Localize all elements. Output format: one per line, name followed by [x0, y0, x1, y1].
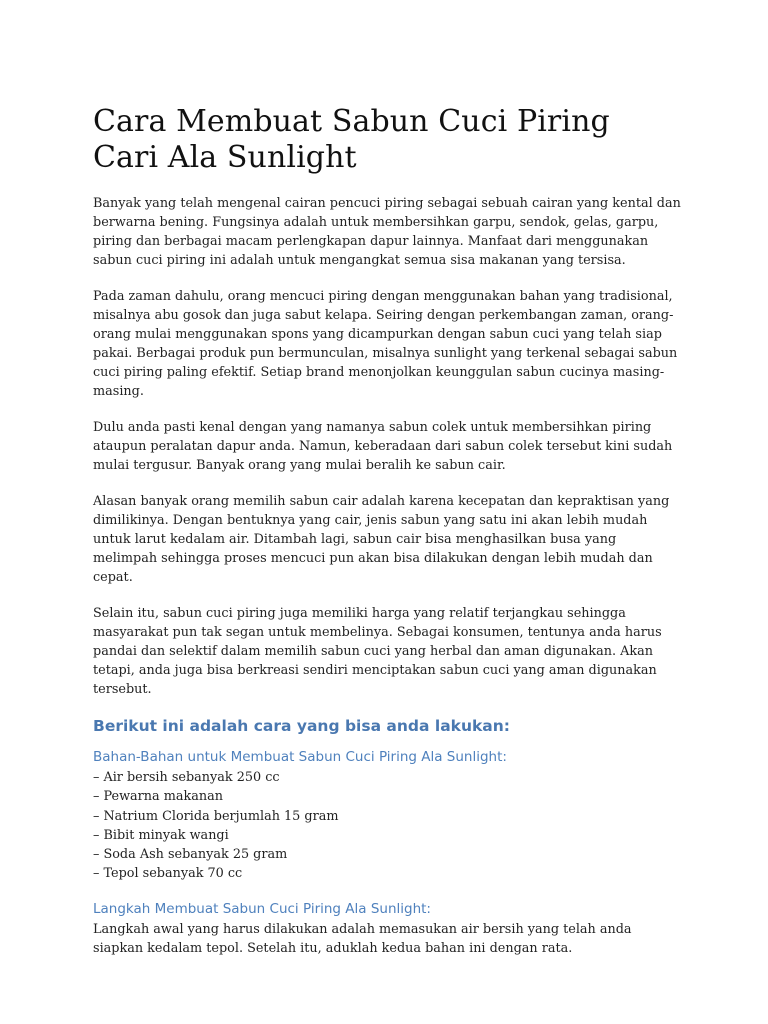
list-item: – Bibit minyak wangi: [93, 827, 229, 843]
paragraph-harga: Selain itu, sabun cuci piring juga memiliki harga yang relatif terjangkau sehingga masyarakat pun tak segan untuk membelinya. Sebagai konsumen, tentunya anda harus pandai dan selektif dalam memilih sabun cuci yang herbal dan aman digunakan. Akan tetapi, anda juga bisa berkreasi sendiri menciptakan sabun cuci yang aman digunakan tersebut.: [93, 606, 662, 697]
paragraph-intro: Banyak yang telah mengenal cairan pencuci piring sebagai sebuah cairan yang kental dan berwarna bening. Fungsinya adalah untuk membersihkan garpu, sendok, gelas, garpu, piring dan berbagai macam perlengkapan dapur lainnya. Manfaat dari menggunakan sabun cuci piring ini adalah untuk mengangkat semua sisa makanan yang tersisa.: [93, 196, 681, 268]
paragraph-sabun-cair: Alasan banyak orang memilih sabun cair adalah karena kecepatan dan kepraktisan yang dimilikinya. Dengan bentuknya yang cair, jenis sabun yang satu ini akan lebih mudah untuk larut kedalam air. Ditambah lagi, sabun cair bisa menghasilkan busa yang melimpah sehingga proses mencuci pun akan bisa dilakukan dengan lebih mudah dan cepat.: [93, 494, 670, 585]
list-item: – Natrium Clorida berjumlah 15 gram: [93, 808, 339, 824]
steps-heading: Langkah Membuat Sabun Cuci Piring Ala Sunlight:: [93, 900, 431, 917]
list-item: – Pewarna makanan: [93, 789, 223, 805]
steps-text: Langkah awal yang harus dilakukan adalah memasukan air bersih yang telah anda siapkan kedalam tepol. Setelah itu, aduklah kedua bahan ini dengan rata.: [93, 921, 632, 956]
section-heading: Berikut ini adalah cara yang bisa anda lakukan:: [93, 717, 510, 735]
list-item: – Soda Ash sebanyak 25 gram: [93, 847, 288, 863]
ingredients-list: [93, 768, 684, 884]
list-item: – Air bersih sebanyak 250 cc: [93, 770, 280, 785]
ingredients-heading: Bahan-Bahan untuk Membuat Sabun Cuci Piring Ala Sunlight:: [93, 749, 507, 765]
list-item: – Tepol sebanyak 70 cc: [93, 866, 243, 882]
paragraph-history: Pada zaman dahulu, orang mencuci piring dengan menggunakan bahan yang tradisional, misalnya abu gosok dan juga sabut kelapa. Seiring dengan perkembangan zaman, orang-orang mulai menggunakan spons yang dicampurkan dengan sabun cuci yang telah siap pakai. Berbagai produk pun bermunculan, misalnya sunlight yang terkenal sebagai sabun cuci piring paling efektif. Setiap brand menonjolkan keunggulan sabun cucinya masing-masing.: [93, 289, 678, 399]
paragraph-sabun-colek: Dulu anda pasti kenal dengan yang namanya sabun colek untuk membersihkan piring ataupun peralatan dapur anda. Namun, keberadaan dari sabun colek tersebut kini sudah mulai tergusur. Banyak orang yang mulai beralih ke sabun cair.: [93, 420, 673, 473]
document-title: Cara Membuat Sabun Cuci Piring Cari Ala Sunlight: [93, 104, 610, 175]
